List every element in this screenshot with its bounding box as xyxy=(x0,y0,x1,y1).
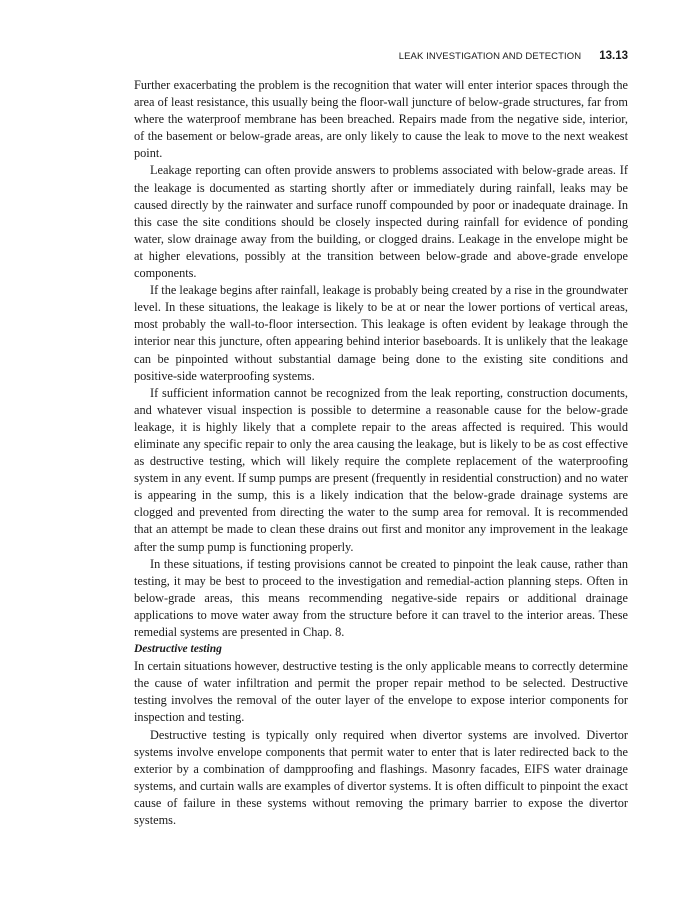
paragraph: In certain situations however, destructive testing is the only applicable means to correctly determine the cause of water infiltration and permit the proper repair method to be selected. Destructive testing involves the removal of the outer layer of the envelope to expose interior components for inspection and testing. xyxy=(134,659,628,725)
paragraph: If the leakage begins after rainfall, leakage is probably being created by a rise in the groundwater level. In these situations, the leakage is likely to be at or near the lower portions of vertical areas, most probably the wall-to-floor intersection. This leakage is often evident by leakage through the interior near this juncture, often appearing behind interior baseboards. It is unlikely that the leakage can be pinpointed without substantial damage being done to the existing site conditions and positive-side waterproofing systems. xyxy=(134,283,628,383)
section-heading: Destructive testing xyxy=(134,643,222,656)
paragraph: Leakage reporting can often provide answers to problems associated with below-grade areas. If the leakage is documented as starting shortly after or immediately during rainfall, leaks may be caused directly by the rainwater and surface runoff compounded by poor or inadequate drainage. In this case the site conditions should be closely inspected during rainfall for evidence of ponding water, slow drainage away from the building, or clogged drains. Leakage in the envelope might be at higher elevations, possibly at the transition between below-grade and above-grade envelope components. xyxy=(134,163,628,281)
page-number: 13.13 xyxy=(599,50,628,62)
paragraph: If sufficient information cannot be recognized from the leak reporting, construction documents, and whatever visual inspection is possible to determine a reasonable cause for the below-grade leakage, it is highly likely that a complete repair to the areas affected is required. This would eliminate any specific repair to only the area causing the leakage, but is likely to be as cost effective as destructive testing, which will likely require the complete replacement of the waterproofing system in any event. If sump pumps are present (frequently in residential construction) and no water is appearing in the sump, this is a likely indication that the below-grade drainage systems are clogged and prevented from directing the water to the sump area for removal. It is recommended that an attempt be made to clean these drains out first and monitor any improvement in the leakage after the sump pump is functioning properly. xyxy=(134,385,628,554)
running-header xyxy=(134,46,628,62)
paragraph: Further exacerbating the problem is the recognition that water will enter interior spaces through the area of least resistance, this usually being the floor-wall juncture of below-grade structures, far from where the waterproof membrane has been breached. Repairs made from the negative side, interior, of the basement or below-grade areas, are only likely to cause the leak to move to the next weakest point. xyxy=(134,78,628,161)
body-text xyxy=(134,77,628,829)
running-title: LEAK INVESTIGATION AND DETECTION xyxy=(398,51,582,62)
paragraph: In these situations, if testing provisions cannot be created to pinpoint the leak cause, rather than testing, it may be best to proceed to the investigation and remedial-action planning steps. Often in below-grade areas, this means recommending negative-side repairs or additional drainage applications to move water away from the structure before it can travel to the interior areas. These remedial systems are presented in Chap. 8. xyxy=(134,556,628,639)
paragraph: Destructive testing is typically only required when divertor systems are involved. Divertor systems involve envelope components that permit water to enter that is later redirected back to the exterior by a combination of dampproofing and flashings. Masonry facades, EIFS water drainage systems, and curtain walls are examples of divertor systems. It is often difficult to pinpoint the exact cause of failure in these systems without removing the primary barrier to expose the divertor systems. xyxy=(134,727,628,828)
